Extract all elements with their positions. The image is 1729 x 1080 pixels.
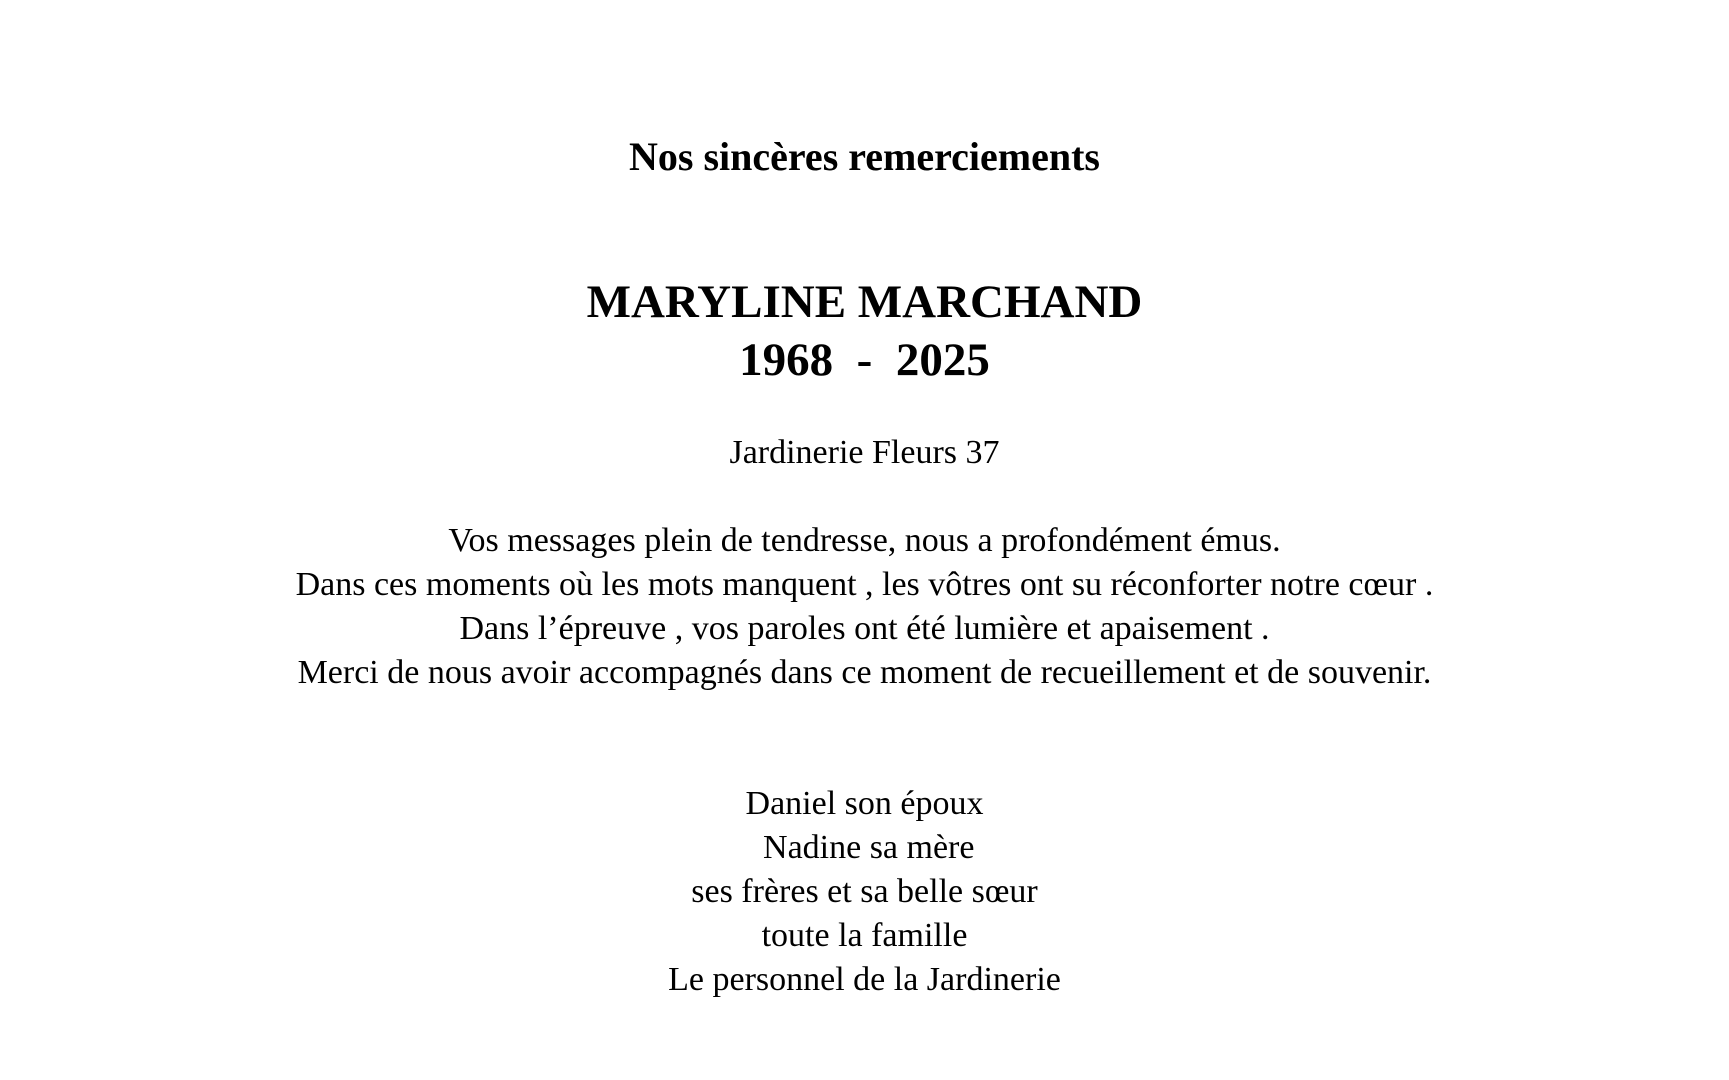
deceased-years: 1968 - 2025 xyxy=(739,334,990,386)
message-line: Merci de nous avoir accompagnés dans ce moment de recueillement et de souvenir. xyxy=(297,654,1432,691)
signer-line: Nadine sa mère xyxy=(754,829,975,866)
message-block xyxy=(0,519,1729,695)
company-name: Jardinerie Fleurs 37 xyxy=(729,434,1000,471)
signer-line: toute la famille xyxy=(761,917,968,954)
signer-line: Le personnel de la Jardinerie xyxy=(668,961,1061,998)
signer-line: ses frères et sa belle sœur xyxy=(691,873,1038,910)
deceased-name: MARYLINE MARCHAND xyxy=(586,276,1143,328)
message-line: Dans ces moments où les mots manquent , les vôtres ont su réconforter notre cœur . xyxy=(295,566,1434,603)
signers-list xyxy=(0,782,1729,1002)
message-line: Vos messages plein de tendresse, nous a profondément émus. xyxy=(448,522,1281,559)
message-line: Dans l’épreuve , vos paroles ont été lumière et apaisement . xyxy=(459,610,1270,647)
card-heading: Nos sincères remerciements xyxy=(629,134,1100,179)
signer-line: Daniel son époux xyxy=(745,785,984,822)
